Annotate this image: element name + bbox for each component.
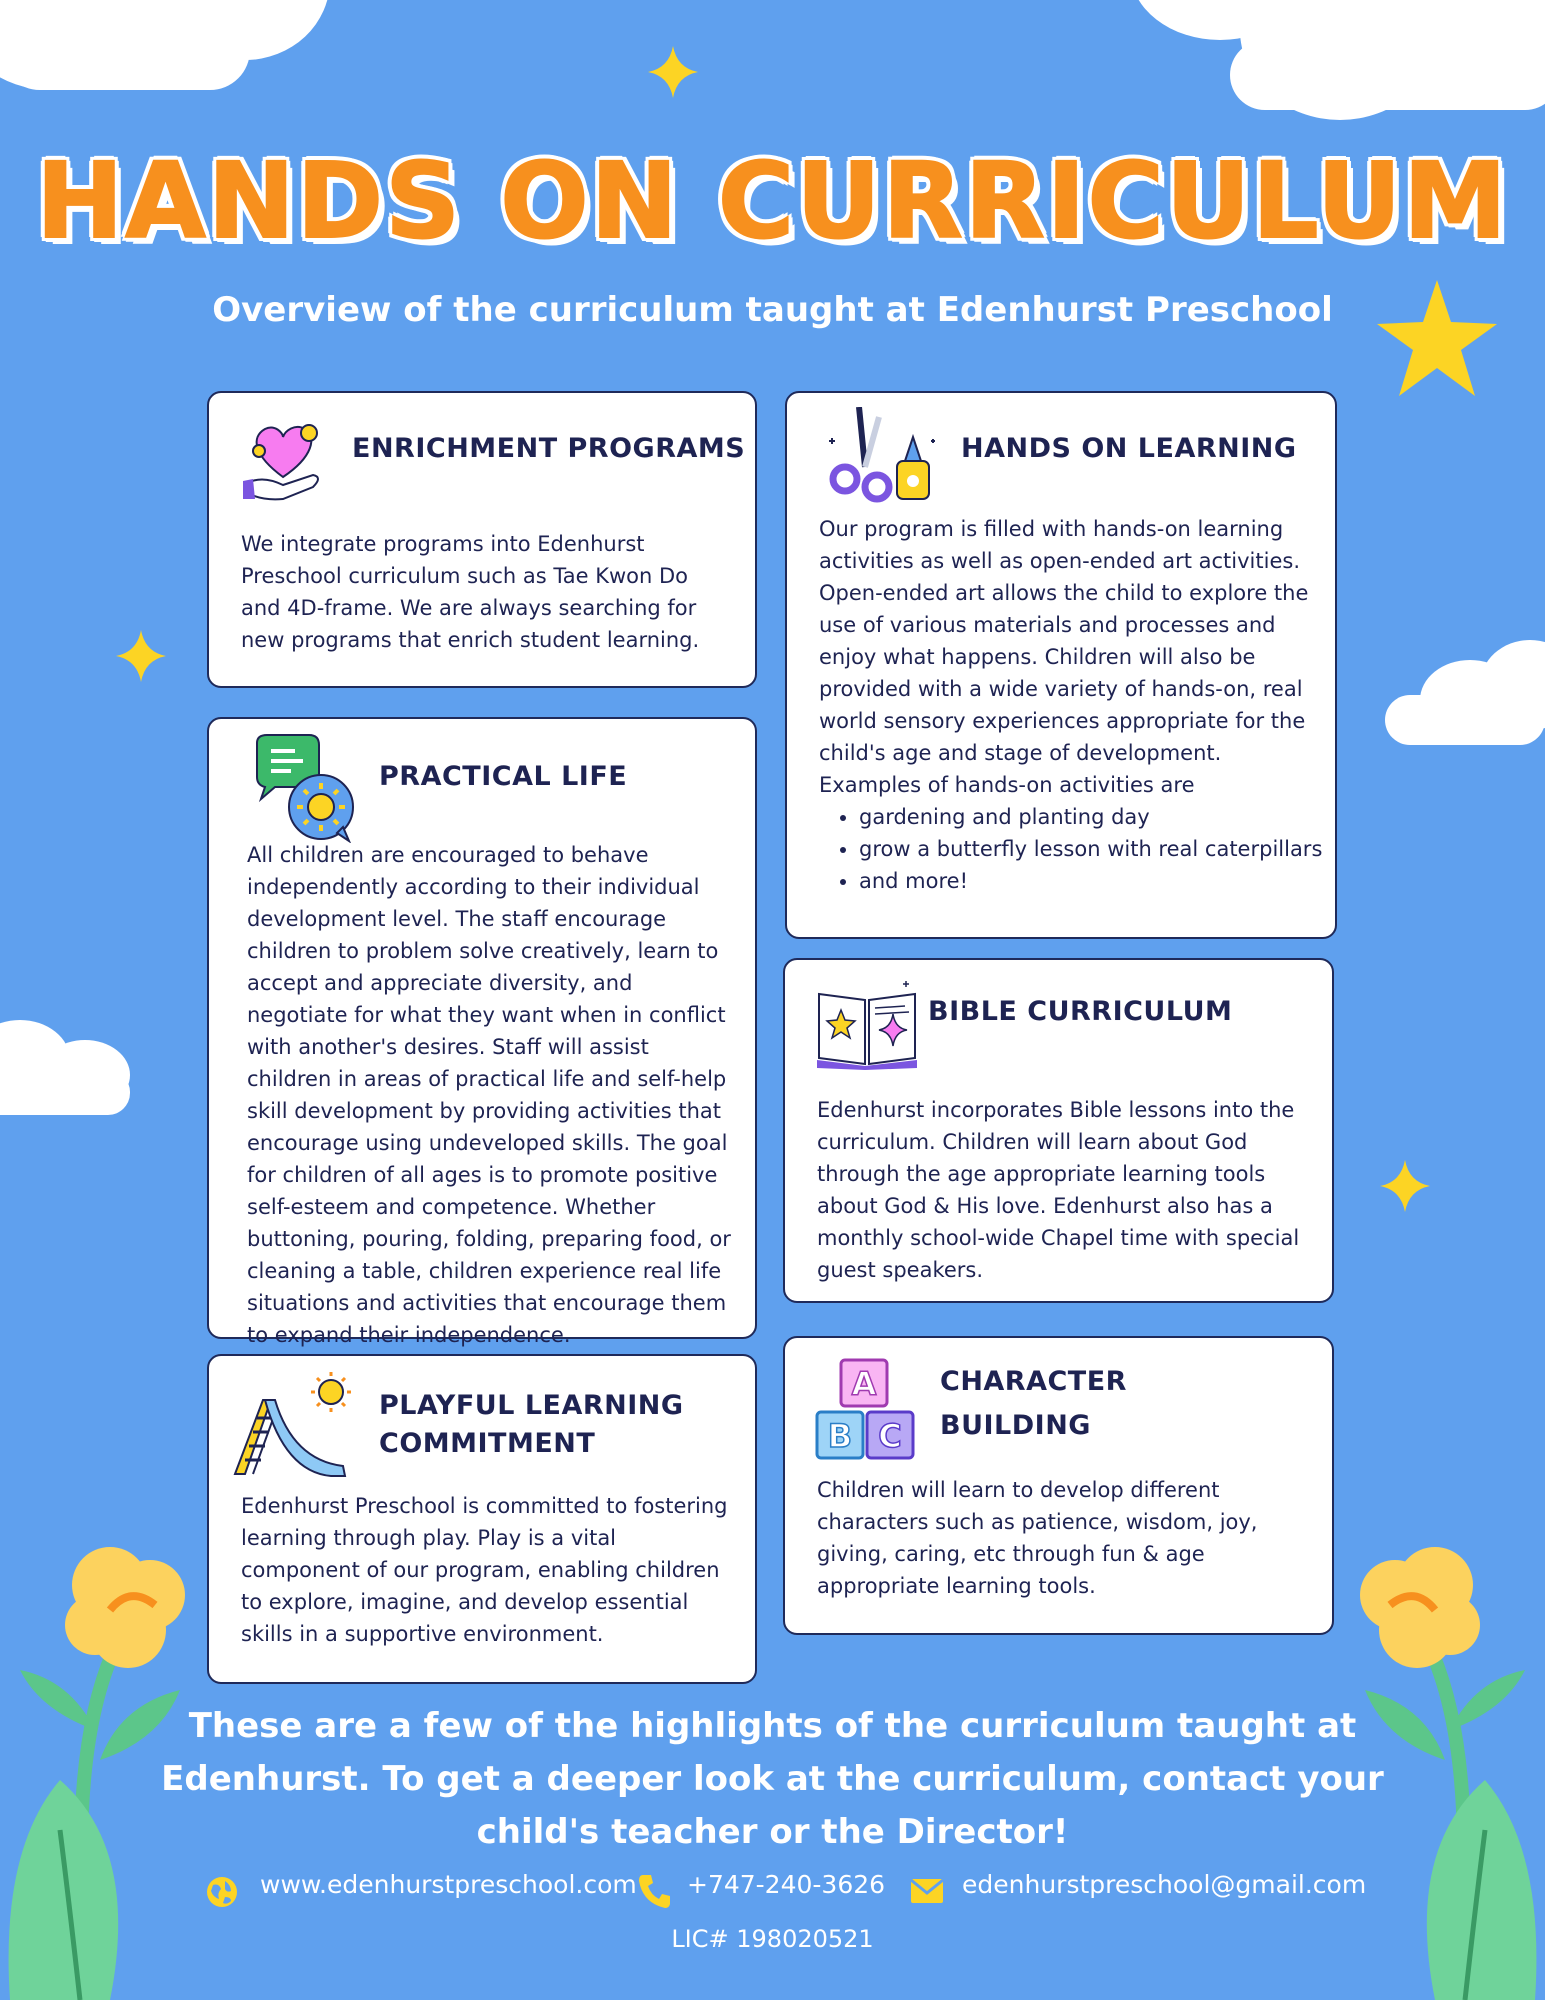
card-body: Edenhurst Preschool is committed to fostering learning through play. Play is a vital component of our program, enabling children to explore, imagine, and develop essential skills in a supportive environment. [241, 1494, 728, 1646]
card-body: Our program is filled with hands-on learning activities as well as open-ended art activities. Open-ended art allows the child to explore the use of various materials and processes and enjoy what happens. Children will also be provided with a wide variety of hands-on, real world sensory experiences appropriate for the child's age and stage of development. [819, 517, 1309, 765]
phone-number[interactable]: +747-240-3626 [687, 1870, 886, 1899]
list-item: • grow a butterfly lesson with real caterpillars [859, 833, 1324, 865]
card-body: Children will learn to develop different characters such as patience, wisdom, joy, giving, caring, etc through fun & age appropriate learning tools. [817, 1478, 1258, 1598]
email-link[interactable]: edenhurstpreschool@gmail.com [962, 1870, 1367, 1899]
card-heading: HANDS ON LEARNING [961, 433, 1297, 464]
list-item: • and more! [859, 865, 1324, 897]
open-book-icon [815, 980, 919, 1070]
star-icon [116, 630, 166, 682]
chat-bubbles-icon [251, 733, 361, 843]
scissors-glue-icon [821, 407, 941, 507]
card-heading: BIBLE CURRICULUM [928, 996, 1233, 1027]
card-heading: COMMITMENT [379, 1428, 596, 1459]
examples-intro: Examples of hands-on activities are [819, 773, 1195, 797]
page-title: HANDS ON CURRICULUM [36, 140, 1509, 262]
examples-list [819, 801, 1324, 897]
phone-icon [637, 1873, 671, 1909]
star-icon [648, 46, 698, 98]
card-practical-life [207, 717, 757, 1347]
abc-blocks-icon [815, 1358, 919, 1462]
heart-hand-icon [243, 415, 333, 505]
card-heading: ENRICHMENT PROGRAMS [352, 433, 746, 464]
card-heading: CHARACTER [940, 1366, 1127, 1397]
block-letter-c: C [878, 1417, 902, 1455]
card-body: All children are encouraged to behave independently according to their individual development level. The staff encourage children to problem solve creatively, learn to accept and appreciate diversity, and negotiate for what they want when in conflict with another's desires. Staff will assist children in areas of practical life and self-help skill development by providing activities that encourage using undeveloped skills. The goal for children of all ages is to promote positive self-esteem and competence. Whether buttoning, pouring, folding, preparing food, or cleaning a table, children experience real life situations and activities that encourage them to expand their independence. [247, 843, 731, 1347]
website-link[interactable]: www.edenhurstpreschool.com [260, 1870, 637, 1899]
mail-icon [910, 1878, 944, 1904]
block-letter-a: A [851, 1365, 877, 1403]
card-body: Edenhurst incorporates Bible lessons into the curriculum. Children will learn about God through the age appropriate learning tools about God & His love. Edenhurst also has a monthly school-wide Chapel time with special guest speakers. [817, 1098, 1300, 1282]
card-enrichment-programs [207, 391, 757, 688]
card-bible-curriculum [783, 958, 1334, 1303]
card-hands-on-learning [785, 391, 1337, 939]
card-heading: PRACTICAL LIFE [379, 761, 628, 792]
card-heading: BUILDING [940, 1410, 1091, 1441]
card-playful-learning [207, 1354, 757, 1684]
card-character-building [783, 1336, 1334, 1635]
slide-icon [233, 1370, 363, 1480]
footer-message: These are a few of the highlights of the curriculum taught at Edenhurst. To get a deeper look at the curriculum, contact your child's teacher or the Director! [161, 1706, 1384, 1852]
card-body-block [819, 513, 1324, 897]
page-subtitle: Overview of the curriculum taught at Edenhurst Preschool [212, 290, 1333, 330]
block-letter-b: B [827, 1417, 853, 1455]
license-number: LIC# 198020521 [671, 1925, 874, 1953]
card-body: We integrate programs into Edenhurst Preschool curriculum such as Tae Kwon Do and 4D-frame. We are always searching for new programs that enrich student learning. [241, 532, 700, 652]
star-icon [1380, 1160, 1430, 1212]
globe-icon [205, 1875, 239, 1909]
list-item: • gardening and planting day [859, 801, 1324, 833]
card-heading: PLAYFUL LEARNING [379, 1390, 684, 1421]
